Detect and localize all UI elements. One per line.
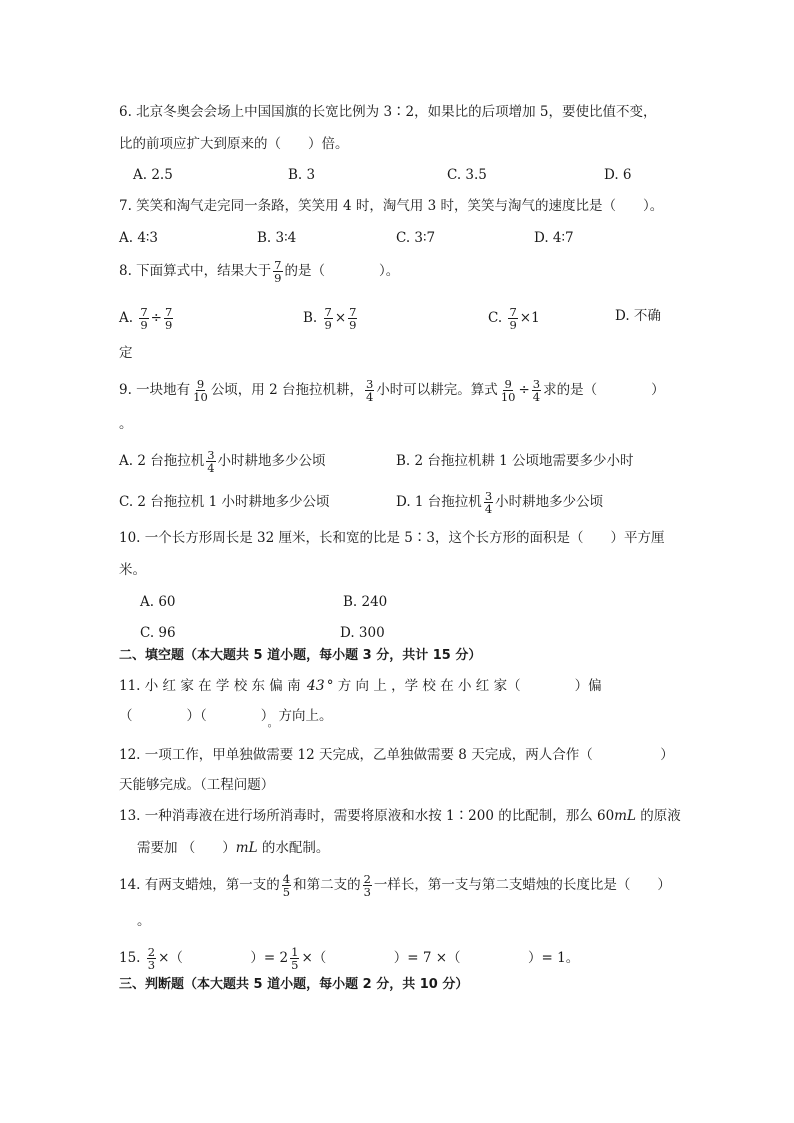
q7-option-a: A. 4∶3 — [119, 230, 159, 246]
q13-line2: 需要加 （ ）mL 的水配制。 — [137, 840, 330, 856]
section-3-heading: 三、判断题（本大题共 5 道小题，每小题 2 分，共 10 分） — [119, 977, 469, 992]
q11-line2: （ ）（ ）$_。$方向上。 — [119, 708, 333, 729]
q12-line1: 12. 一项工作，甲单独做需要 12 天完成，乙单独做需要 8 天完成，两人合作（ ） — [119, 747, 674, 763]
q10-option-b: B. 240 — [343, 594, 388, 610]
q6-option-d: D. 6 — [604, 167, 632, 183]
q10-line1: 10. 一个长方形周长是 32 厘米，长和宽的比是 5∶3，这个长方形的面积是（ ）平方厘 — [119, 530, 665, 546]
q9-option-a: A. 2 台拖拉机 $\frac{3}{4}$ 小时耕地多少公顷 — [119, 448, 326, 475]
q12-line2: 天能够完成。（工程问题） — [119, 777, 275, 793]
q7-option-c: C. 3∶7 — [396, 230, 436, 246]
q13-line1: 13. 一种消毒液在进行场所消毒时，需要将原液和水按 1∶200 的比配制，那么 60mL 的原液 — [119, 808, 681, 824]
q6-option-b: B. 3 — [288, 167, 316, 183]
section-2-heading: 二、填空题（本大题共 5 道小题，每小题 3 分，共计 15 分） — [119, 648, 482, 663]
q15-line: 15. $\frac{2}{3}$ ×（ ）= 2 $\frac{1}{5}$ ×（ ）= 7 ×（ ）= 1。 — [119, 945, 580, 972]
q6-line2: 比的前项应扩大到原来的（ ）倍。 — [119, 136, 349, 152]
q9-stem: 9. 一块地有 $\frac{9}{10}$ 公顷，用 2 台拖拉机耕， $\frac{3}{4}$ 小时可以耕完。算式 $\frac{9}{10}$ ÷ $\frac{3}{4}$ 求的是（ ） — [119, 377, 665, 404]
q8-option-a: A. $\frac{7}{9}$ ÷ $\frac{7}{9}$ — [119, 305, 173, 332]
q6-option-a: A. 2.5 — [133, 167, 173, 183]
q10-option-d: D. 300 — [340, 625, 385, 641]
q8-option-b: B. $\frac{7}{9}$ × $\frac{7}{9}$ — [303, 305, 357, 332]
q8-option-d-cont: 定 — [119, 345, 133, 361]
q8-suffix: 的是（ ）。 — [284, 263, 400, 279]
q8-option-d: D. 不确 — [615, 308, 661, 324]
q11-line1: 11. 小 红 家 在 学 校 东 偏 南 43 ° 方 向 上 ，学 校 在 小 红 家（ ）偏 — [119, 678, 602, 694]
q9-option-b: B. 2 台拖拉机耕 1 公顷地需要多少小时 — [396, 453, 634, 469]
q6-option-c: C. 3.5 — [447, 167, 487, 183]
q8-fraction: $\frac{7}{9}$ — [274, 258, 282, 285]
q8-option-c: C. $\frac{7}{9}$ ×1 — [488, 305, 540, 332]
q10-line2: 米。 — [119, 562, 146, 578]
q7-option-b: B. 3∶4 — [257, 230, 297, 246]
q7-text: 7. 笑笑和淘气走完同一条路，笑笑用 4 时，淘气用 3 时，笑笑与淘气的速度比是（ ）。 — [119, 198, 664, 214]
q7-option-d: D. 4∶7 — [534, 230, 574, 246]
q10-option-a: A. 60 — [140, 594, 176, 610]
q9-option-d: D. 1 台拖拉机 $\frac{3}{4}$ 小时耕地多少公顷 — [396, 489, 604, 516]
q8-prefix: 8. 下面算式中，结果大于 — [119, 263, 272, 279]
q6-line1: 6. 北京冬奥会会场上中国国旗的长宽比例为 3∶2，如果比的后项增加 5，要使比值不变， — [119, 104, 657, 120]
q10-option-c: C. 96 — [140, 625, 176, 641]
q14-end: 。 — [137, 913, 151, 929]
q9-end: 。 — [119, 416, 133, 432]
q9-option-c: C. 2 台拖拉机 1 小时耕地多少公顷 — [119, 494, 330, 510]
q14-line1: 14. 有两支蜡烛，第一支的 $\frac{4}{5}$ 和第二支的 $\frac{2}{3}$ 一样长，第一支与第二支蜡烛的长度比是（ ） — [119, 872, 671, 899]
q8-stem — [119, 259, 399, 284]
